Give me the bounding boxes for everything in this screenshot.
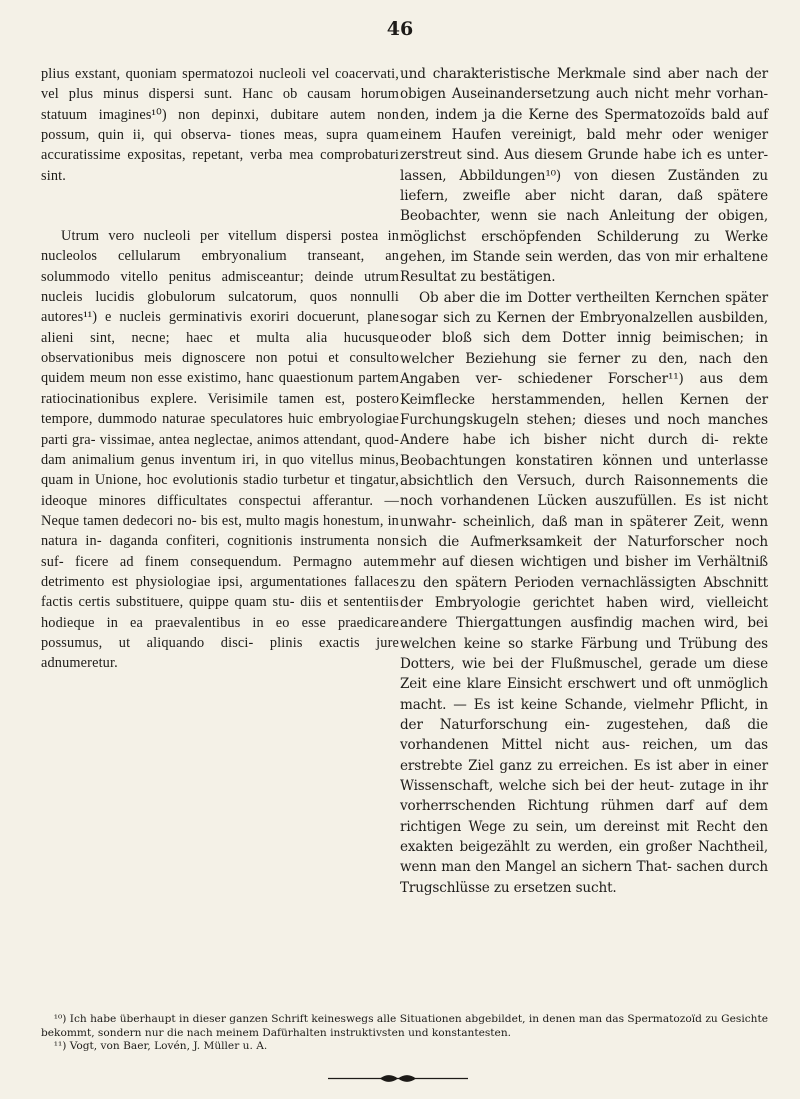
german-paragraph-1: und charakteristische Merkmale sind aber nach der obigen Auseinandersetzung auch nicht mehr vorhan- den, indem ja die Kerne des Spermatozoïds bald auf einem Haufen vereinigt, bald mehr oder weniger zerstreut sind. Aus diesem Grunde habe ich es unter- lassen, Abbildungen¹⁰) von diesen Zuständen zu liefern, zweifle aber nicht daran, daß spätere Beobachter, wenn sie nach Anleitung der obigen, möglichst erschöpfenden Schilderung zu Werke gehen, im Stande sein werden, das von mir erhaltene Resultat zu bestätigen. — [400, 66, 768, 286]
footnotes — [41, 1013, 768, 1054]
footnote-11: ¹¹) Vogt, von Baer, Lovén, J. Müller u. A. — [53, 1040, 268, 1053]
german-column — [400, 64, 768, 898]
latin-paragraph-1: plius exstant, quoniam spermatozoi nucleoli vel coacervati, vel plus minus dispersi sunt. Hanc ob causam horum statuum imagines¹⁰) non depinxi, dubitare autem non possum, quin ii, qui observa- tiones meas, supra quam accuratissime expositas, repetant, verba mea comprobaturi sint. — [41, 66, 399, 184]
ornamental-rule — [328, 1074, 468, 1083]
latin-paragraph-2: Utrum vero nucleoli per vitellum dispersi postea in nucleolos cellularum embryonalium transeant, an solummodo vitello penitus admisceantur; deinde utrum nucleis lucidis globulorum sulcatorum, quos nonnulli autores¹¹) e nucleis germinativis exoriri docuerunt, plane alieni sint, necne; haec et multa alia hucusque observationibus meis dignoscere non potui et consulto quidem meum non esse existimo, hanc quaestionum partem ratiocinationibus explere. Verisimile tamen est, postero tempore, dummodo naturae speculatores huic embryologiae parti gra- vissimae, antea neglectae, animos attendant, quod- dam animalium genus inventum iri, in quo vitellus minus, quam in Unione, hoc evolutionis stadio turbetur et tingatur, ideoque minores difficultates conspectui afferantur. — Neque tamen dedecori no- bis est, multo magis honestum, in natura in- daganda confiteri, cognitionis instrumenta non suf- ficere ad finem consequendum. Permagno autem detrimento est physiologiae ipsi, argumentationes fallaces factis certis substituere, quippe quam stu- diis et sententiis hodieque in ea praevalentibus in eo esse praedicare possumus, ut aliquando disci- plinis exactis jure adnumeretur. — [41, 228, 399, 672]
page-number: 46 — [386, 18, 414, 40]
footnote-10: ¹⁰) Ich habe überhaupt in dieser ganzen Schrift keineswegs alle Situationen abgebildet, in denen man das Spermatozoïd zu Gesichte bekommt, sondern nur die nach meinem Dafürhalten instruktivsten und konstantesten. — [41, 1013, 768, 1039]
latin-column — [41, 64, 399, 674]
german-paragraph-2: Ob aber die im Dotter vertheilten Kernchen später sogar sich zu Kernen der Embryonalzellen ausbilden, oder bloß sich dem Dotter innig beimischen; in welcher Beziehung sie ferner zu den, nach den Angaben ver- schiedener Forscher¹¹) aus dem Keimflecke herstammenden, hellen Kernen der Furchungskugeln stehen; dieses und noch manches Andere habe ich bisher nicht durch di- rekte Beobachtungen konstatiren können und unterlasse absichtlich den Versuch, durch Raisonnements die noch vorhandenen Lücken auszufüllen. Es ist nicht unwahr- scheinlich, daß man in späterer Zeit, wenn sich die Aufmerksamkeit der Naturforscher noch mehr auf diesen wichtigen und bisher im Verhältniß zu den spätern Perioden vernachlässigten Abschnitt der Embryologie gerichtet haben wird, vielleicht andere Thiergattungen ausfindig machen wird, bei welchen keine so starke Färbung und Trübung des Dotters, wie bei der Flußmuschel, gerade um diese Zeit eine klare Einsicht erschwert und oft unmöglich macht. — Es ist keine Schande, vielmehr Pflicht, in der Naturforschung ein- zugestehen, daß die vorhandenen Mittel nicht aus- reichen, um das erstrebte Ziel ganz zu erreichen. Es ist aber in einer Wissenschaft, welche sich bei der heut- zutage in ihr vorherrschenden Richtung rühmen darf auf dem richtigen Wege zu sein, um dereinst mit Recht den exakten beigezählt zu werden, ein großer Nachtheil, wenn man den Mangel an sichern That- sachen durch Trugschlüsse zu ersetzen sucht. — [400, 289, 768, 896]
